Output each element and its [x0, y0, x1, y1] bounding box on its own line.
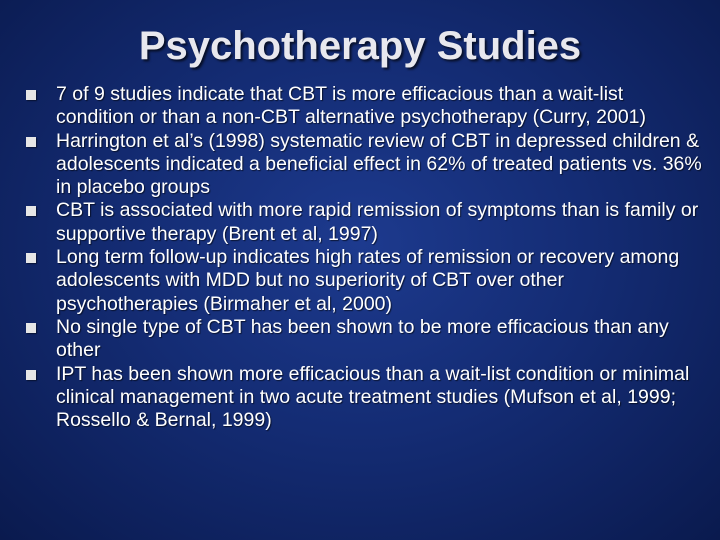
- bullet-item: [26, 246, 702, 316]
- square-bullet-icon: [26, 90, 36, 100]
- bullet-text: CBT is associated with more rapid remission of symptoms than is family or supportive therapy (Brent et al, 1997): [56, 199, 699, 245]
- square-bullet-icon: [26, 206, 36, 216]
- slide-title: Psychotherapy Studies: [138, 24, 582, 68]
- bullet-item: [26, 363, 702, 433]
- bullet-list: [26, 83, 702, 432]
- square-bullet-icon: [26, 253, 36, 263]
- bullet-text: No single type of CBT has been shown to be more efficacious than any other: [56, 315, 669, 362]
- bullet-text: Harrington et al’s (1998) systematic review of CBT in depressed children & adolescents indicated a beneficial effect in 62% of treated patients vs. 36% in placebo groups: [56, 129, 702, 199]
- square-bullet-icon: [26, 370, 36, 380]
- bullet-item: [26, 316, 702, 363]
- square-bullet-icon: [26, 137, 36, 147]
- bullet-item: [26, 199, 702, 246]
- bullet-item: [26, 130, 702, 200]
- square-bullet-icon: [26, 323, 36, 333]
- bullet-text: IPT has been shown more efficacious than a wait-list condition or minimal clinical management in two acute treatment studies (Mufson et al, 1999; Rossello & Bernal, 1999): [56, 362, 690, 432]
- bullet-text: 7 of 9 studies indicate that CBT is more efficacious than a wait-list condition or than a non-CBT alternative psychotherapy (Curry, 2001): [56, 83, 647, 129]
- bullet-text: Long term follow-up indicates high rates of remission or recovery among adolescents with MDD but no superiority of CBT over other psychotherapies (Birmaher et al, 2000): [56, 246, 680, 315]
- bullet-item: [26, 83, 702, 130]
